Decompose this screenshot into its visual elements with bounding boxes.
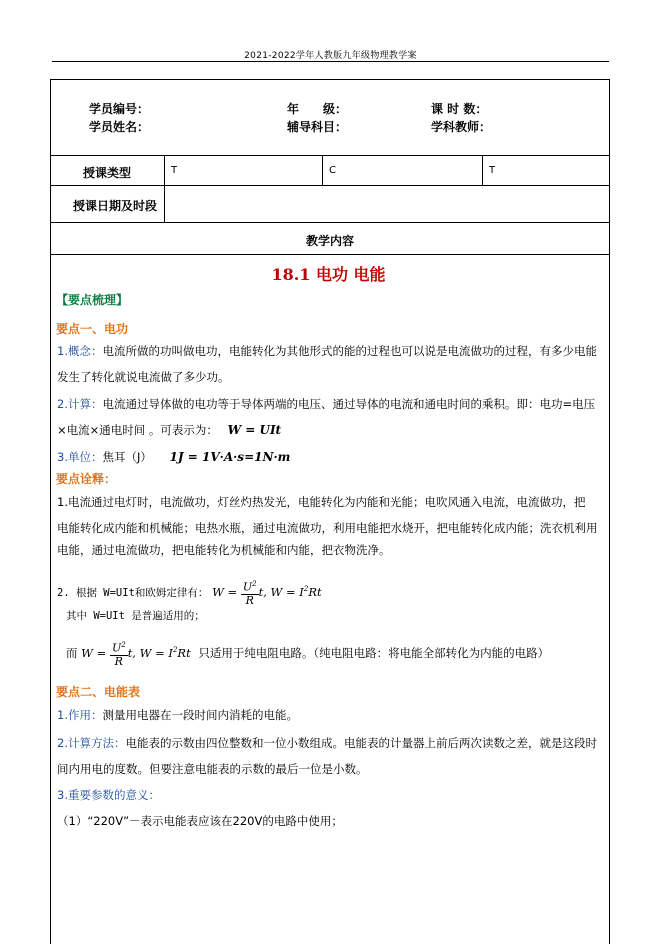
course-type-value-3: T [489,165,496,176]
calc-method-line-2: 间内用电的度数。但要注意电能表的示数的最后一位是小数。 [57,762,368,776]
student-info-block [50,79,610,155]
concept-line-1 [57,339,597,364]
concept-text-1: 电流所做的功叫做电功，电能转化为其他形式的能的过程也可以说是电流做功的过程，有多少电能 [102,344,597,358]
key-points-header: 【要点梳理】 [56,293,129,307]
explain-header: 要点诠释： [56,472,117,486]
teacher-label: 学科教师： [431,120,492,134]
course-type-cell-3 [482,156,609,185]
course-type-cell-2 [322,156,482,185]
function-text: 测量用电器在一段时间内消耗的电能。 [102,708,298,722]
lesson-title: 18.1 电功 电能 [271,265,386,284]
course-type-label: 授课类型 [83,166,132,180]
formula-1-fraction: $\frac{U^2}{R}$ [242,580,257,607]
calc-text-1: 电流通过导体做的电功等于导体两端的电压、通过导体的电流和通电时间的乘积。即：电功=电压 [102,397,596,411]
explain-2-general: 其中 W=UIt 是普遍适用的； [66,610,205,622]
unit-text: 焦耳（J） [102,450,152,464]
calc-line-1 [57,392,595,417]
concept-line-2: 发生了转化就说电流做了多少功。 [57,370,230,384]
course-type-row [50,155,610,185]
unit-label: 3.单位： [57,450,103,464]
unit-formula: 1J = 1V·A·s=1N·m [169,450,291,464]
student-no-label: 学员编号： [89,102,150,116]
page-header: 2021-2022学年人教版九年级物理教学案 [244,51,417,61]
param-1-line: （1）“220V”－表示电能表应该在220V的电路中使用； [57,814,343,828]
grade-label: 年 级： [287,102,348,116]
calc-text-2: ×电流×通电时间 。可表示为： [57,423,218,437]
params-label: 3.重要参数的意义： [57,788,160,802]
calc-method-text-1: 电能表的示数由四位整数和一位小数组成。电能表的计量器上前后两次读数之差，就是这段时 [125,736,597,750]
student-name-label: 学员姓名： [89,120,150,134]
work-formula: W = UIt [227,423,282,437]
calc-method-line-1 [57,731,597,756]
content-header-row [50,222,610,254]
explain-2-prefix: 2. 根据 W=UIt和欧姆定律有： [57,586,209,599]
subject-label: 辅导科目： [287,120,348,134]
formula-2-w: W = [81,645,107,660]
course-date-cell [164,186,609,222]
explain-1-line-2: 电能转化成内能和机械能；电热水瓶，通过电流做功，利用电能把水烧开，把电能转化成内能；洗衣机利用 [57,521,598,535]
concept-label: 1.概念： [57,344,103,358]
course-date-label: 授课日期及时段 [73,199,158,213]
explain-1-line-1: 1.电流通过电灯时，电流做功，灯丝灼热发光，电能转化为内能和光能；电吹风通入电流，电流做功，把 [57,495,586,509]
explain-1-line-3: 电能，通过电流做功，把电能转化为机械能和内能，把衣物洗净。 [57,543,391,557]
section-2-title: 要点二、电能表 [56,685,141,699]
course-date-row [50,185,610,222]
section-1-title: 要点一、电功 [56,322,129,336]
function-line [57,703,298,728]
hours-label: 课 时 数： [431,102,488,116]
explain-2-restriction [66,629,549,674]
explain-2-but: 而 [66,645,78,660]
course-type-cell-1 [164,156,322,185]
formula-2-fraction: $\frac{U^2}{R}$ [111,641,126,668]
formula-1-w: W = [212,584,238,599]
course-type-value-2: C [329,165,336,176]
content-label: 教学内容 [305,234,354,248]
formula-2-rest: t, $W = I^2Rt$ [127,645,191,660]
calc-line-2 [57,418,281,443]
course-type-value-1: T [171,165,178,176]
function-label: 1.作用： [57,708,103,722]
calc-method-label: 2.计算方法： [57,736,126,750]
lesson-content [52,255,605,935]
unit-line [57,445,290,470]
header-rule [52,61,609,62]
formula-1-rest: t, $W = I^2Rt$ [258,584,322,599]
calc-label: 2.计算： [57,397,103,411]
explain-2-note: 只适用于纯电阻电路。（纯电阻电路：将电能全部转化为内能的电路） [198,645,550,660]
